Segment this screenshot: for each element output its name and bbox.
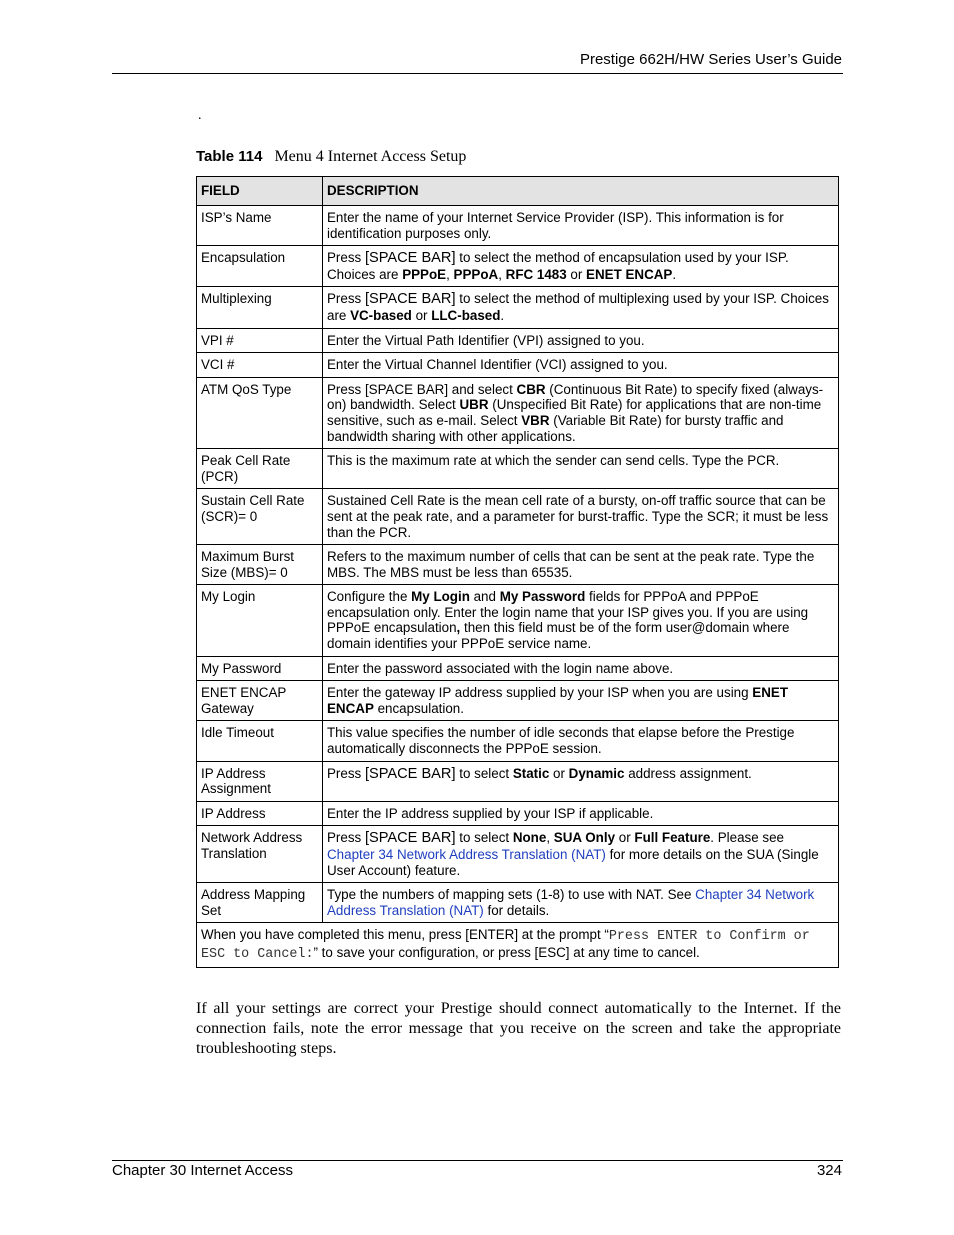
table-row xyxy=(197,826,839,883)
text-run: Configure the xyxy=(327,589,412,605)
table-row xyxy=(197,721,839,761)
field-cell: Network Address Translation xyxy=(197,826,323,883)
table-body xyxy=(197,206,839,923)
text-run: Press xyxy=(327,830,365,846)
field-cell: Sustain Cell Rate (SCR)= 0 xyxy=(197,489,323,545)
description-cell xyxy=(323,761,839,801)
table-row xyxy=(197,883,839,923)
text-run: [SPACE BAR] xyxy=(364,830,456,847)
bold-term: VBR xyxy=(521,412,550,428)
text-run: Press [SPACE BAR] and select xyxy=(327,381,517,397)
field-cell: Encapsulation xyxy=(197,246,323,287)
text-run: or xyxy=(615,830,635,846)
text-run: When you have completed this menu, press [ENTER] at the prompt “ xyxy=(201,927,609,943)
table-row xyxy=(197,489,839,545)
text-run: Enter the gateway IP address supplied by your ISP when you are using xyxy=(327,685,753,701)
bold-term: ENET ENCAP xyxy=(586,266,673,282)
bold-term: SUA Only xyxy=(553,830,616,846)
text-run: (Unspecified Bit Rate) for applications that are non-time sensitive, such as e-mail. Select xyxy=(327,397,822,428)
field-cell: Maximum Burst Size (MBS)= 0 xyxy=(197,545,323,585)
description-cell xyxy=(323,206,839,246)
description-cell xyxy=(323,377,839,448)
table-row xyxy=(197,681,839,721)
text-run: , xyxy=(546,830,554,846)
chapter-link[interactable]: Chapter 34 Network Address Translation (NAT) xyxy=(327,887,815,918)
table-row xyxy=(197,287,839,328)
description-cell xyxy=(323,721,839,761)
table-title: Menu 4 Internet Access Setup xyxy=(274,148,467,165)
field-cell: Address Mapping Set xyxy=(197,883,323,923)
prompt-text: Press ENTER to Confirm or ESC to Cancel: xyxy=(201,929,810,962)
text-run: Enter the name of your Internet Service Provider (ISP). This information is for identification purposes only. xyxy=(327,210,784,241)
field-cell: ISP’s Name xyxy=(197,206,323,246)
text-run: or xyxy=(411,307,432,323)
text-run: Press xyxy=(327,250,365,266)
field-cell: IP Address Assignment xyxy=(197,761,323,801)
bold-term: LLC-based xyxy=(431,307,501,323)
running-header: Prestige 662H/HW Series User’s Guide xyxy=(579,51,842,68)
text-run: to select the method of encapsulation used by your ISP. Choices are xyxy=(327,250,789,282)
text-run: to select xyxy=(455,830,513,846)
header-divider xyxy=(112,73,843,74)
text-run: Enter the IP address supplied by your ISP if applicable. xyxy=(327,805,654,821)
text-run: This value specifies the number of idle seconds that elapse before the Prestige automatically disconnects the PPPoE session. xyxy=(327,725,795,757)
text-run: [SPACE BAR] xyxy=(364,291,456,308)
table-row xyxy=(197,353,839,378)
text-run: Sustained Cell Rate is the mean cell rate of a bursty, on-off traffic source that can be sent at the peak rate, and a parameter for burst-traffic. Type the SCR; it must be less than the PCR. xyxy=(327,493,829,540)
bold-term: VC-based xyxy=(350,307,412,323)
page-number: 324 xyxy=(816,1162,842,1179)
bold-term: Static xyxy=(512,765,550,781)
column-header-description: DESCRIPTION xyxy=(323,177,839,206)
text-run: (Variable Bit Rate) for bursty traffic and bandwidth sharing with other applications. xyxy=(327,412,784,444)
text-run: or xyxy=(566,266,587,282)
text-run: [SPACE BAR] xyxy=(364,250,456,267)
text-run: Press xyxy=(327,291,365,307)
chapter-link[interactable]: Chapter 34 Network Address Translation (NAT) xyxy=(327,847,606,862)
bold-term: ENET ENCAP xyxy=(327,685,789,716)
text-run: . Please see xyxy=(710,830,784,846)
text-run: Enter the Virtual Channel Identifier (VCI) assigned to you. xyxy=(327,357,668,373)
field-cell: VPI # xyxy=(197,328,323,353)
text-run: ” to save your configuration, or press [ESC] at any time to cancel. xyxy=(313,944,700,960)
bold-term: My Login xyxy=(411,589,470,605)
description-cell xyxy=(323,656,839,681)
description-cell xyxy=(323,545,839,585)
table-number: Table 114 xyxy=(196,148,263,165)
text-run: to select the method of multiplexing used by your ISP. Choices are xyxy=(327,291,829,323)
text-run: , xyxy=(446,266,454,282)
text-run: Press xyxy=(327,765,365,781)
field-cell: Peak Cell Rate (PCR) xyxy=(197,449,323,489)
bold-term: , xyxy=(456,620,461,636)
text-run: fields for PPPoA and PPPoE encapsulation only. Enter the login name that your ISP gives you. If you are using PPPoE encapsulation xyxy=(327,589,809,636)
table-caption xyxy=(196,148,466,166)
bold-term: My Password xyxy=(499,589,586,605)
table-row xyxy=(197,585,839,656)
text-run: to select xyxy=(455,765,513,781)
text-run: This is the maximum rate at which the sender can send cells. Type the PCR. xyxy=(327,453,780,469)
description-cell xyxy=(323,585,839,656)
body-paragraph: If all your settings are correct your Prestige should connect automatically to the Internet. If the connection fails, note the error message that you receive on the screen and take the appropriate troubleshooting steps. xyxy=(196,1000,841,1057)
description-cell xyxy=(323,287,839,328)
text-run: or xyxy=(549,765,569,781)
text-run: , xyxy=(498,266,506,282)
bold-term: None xyxy=(512,830,547,846)
bold-term: CBR xyxy=(516,381,546,397)
description-cell xyxy=(323,681,839,721)
description-cell xyxy=(323,826,839,883)
footer-chapter: Chapter 30 Internet Access xyxy=(112,1162,293,1179)
table-row xyxy=(197,377,839,448)
table-row xyxy=(197,328,839,353)
bold-term: PPPoA xyxy=(453,266,499,282)
text-run: (Continuous Bit Rate) to specify fixed (always-on) bandwidth. Select xyxy=(327,381,824,413)
description-cell xyxy=(323,489,839,545)
field-cell: ENET ENCAP Gateway xyxy=(197,681,323,721)
text-run: Type the numbers of mapping sets (1-8) to use with NAT. See xyxy=(327,887,696,903)
table-header-row xyxy=(197,177,839,206)
table-row xyxy=(197,545,839,585)
table-row xyxy=(197,761,839,801)
field-cell: My Login xyxy=(197,585,323,656)
field-cell: My Password xyxy=(197,656,323,681)
description-cell xyxy=(323,883,839,923)
text-run: and xyxy=(469,589,500,605)
text-run: for more details on the SUA (Single User Account) feature. xyxy=(327,847,819,878)
description-cell xyxy=(323,246,839,287)
text-run: [SPACE BAR] xyxy=(364,765,456,782)
text-run: encapsulation. xyxy=(373,700,464,716)
table-row xyxy=(197,801,839,826)
text-run: . xyxy=(672,266,677,282)
description-cell xyxy=(323,801,839,826)
field-cell: VCI # xyxy=(197,353,323,378)
field-description-table xyxy=(196,176,839,968)
footer-divider xyxy=(112,1160,843,1161)
column-header-field: FIELD xyxy=(197,177,323,206)
bold-term: UBR xyxy=(459,397,489,413)
text-run: then this field must be of the form user@domain where domain identifies your PPPoE service name. xyxy=(327,620,790,652)
description-cell xyxy=(323,328,839,353)
table-row xyxy=(197,206,839,246)
description-cell xyxy=(323,449,839,489)
text-run: address assignment. xyxy=(624,765,752,781)
table-row xyxy=(197,656,839,681)
text-run: . xyxy=(500,307,505,323)
description-cell xyxy=(323,353,839,378)
table-row xyxy=(197,246,839,287)
field-cell: IP Address xyxy=(197,801,323,826)
bold-term: RFC 1483 xyxy=(505,266,567,282)
field-cell: Idle Timeout xyxy=(197,721,323,761)
text-run: Refers to the maximum number of cells that can be sent at the peak rate. Type the MBS. The MBS must be less than 65535. xyxy=(327,549,815,580)
table-row xyxy=(197,449,839,489)
field-cell: ATM QoS Type xyxy=(197,377,323,448)
bold-term: Dynamic xyxy=(568,765,625,781)
table-footnote xyxy=(197,923,839,967)
table-footnote-row xyxy=(197,923,839,967)
bold-term: Full Feature xyxy=(634,830,711,846)
text-run: Enter the Virtual Path Identifier (VPI) assigned to you. xyxy=(327,332,645,348)
stray-period: . xyxy=(198,108,202,123)
text-run: Enter the password associated with the login name above. xyxy=(327,660,674,676)
bold-term: PPPoE xyxy=(402,266,447,282)
text-run: for details. xyxy=(483,902,550,918)
field-cell: Multiplexing xyxy=(197,287,323,328)
